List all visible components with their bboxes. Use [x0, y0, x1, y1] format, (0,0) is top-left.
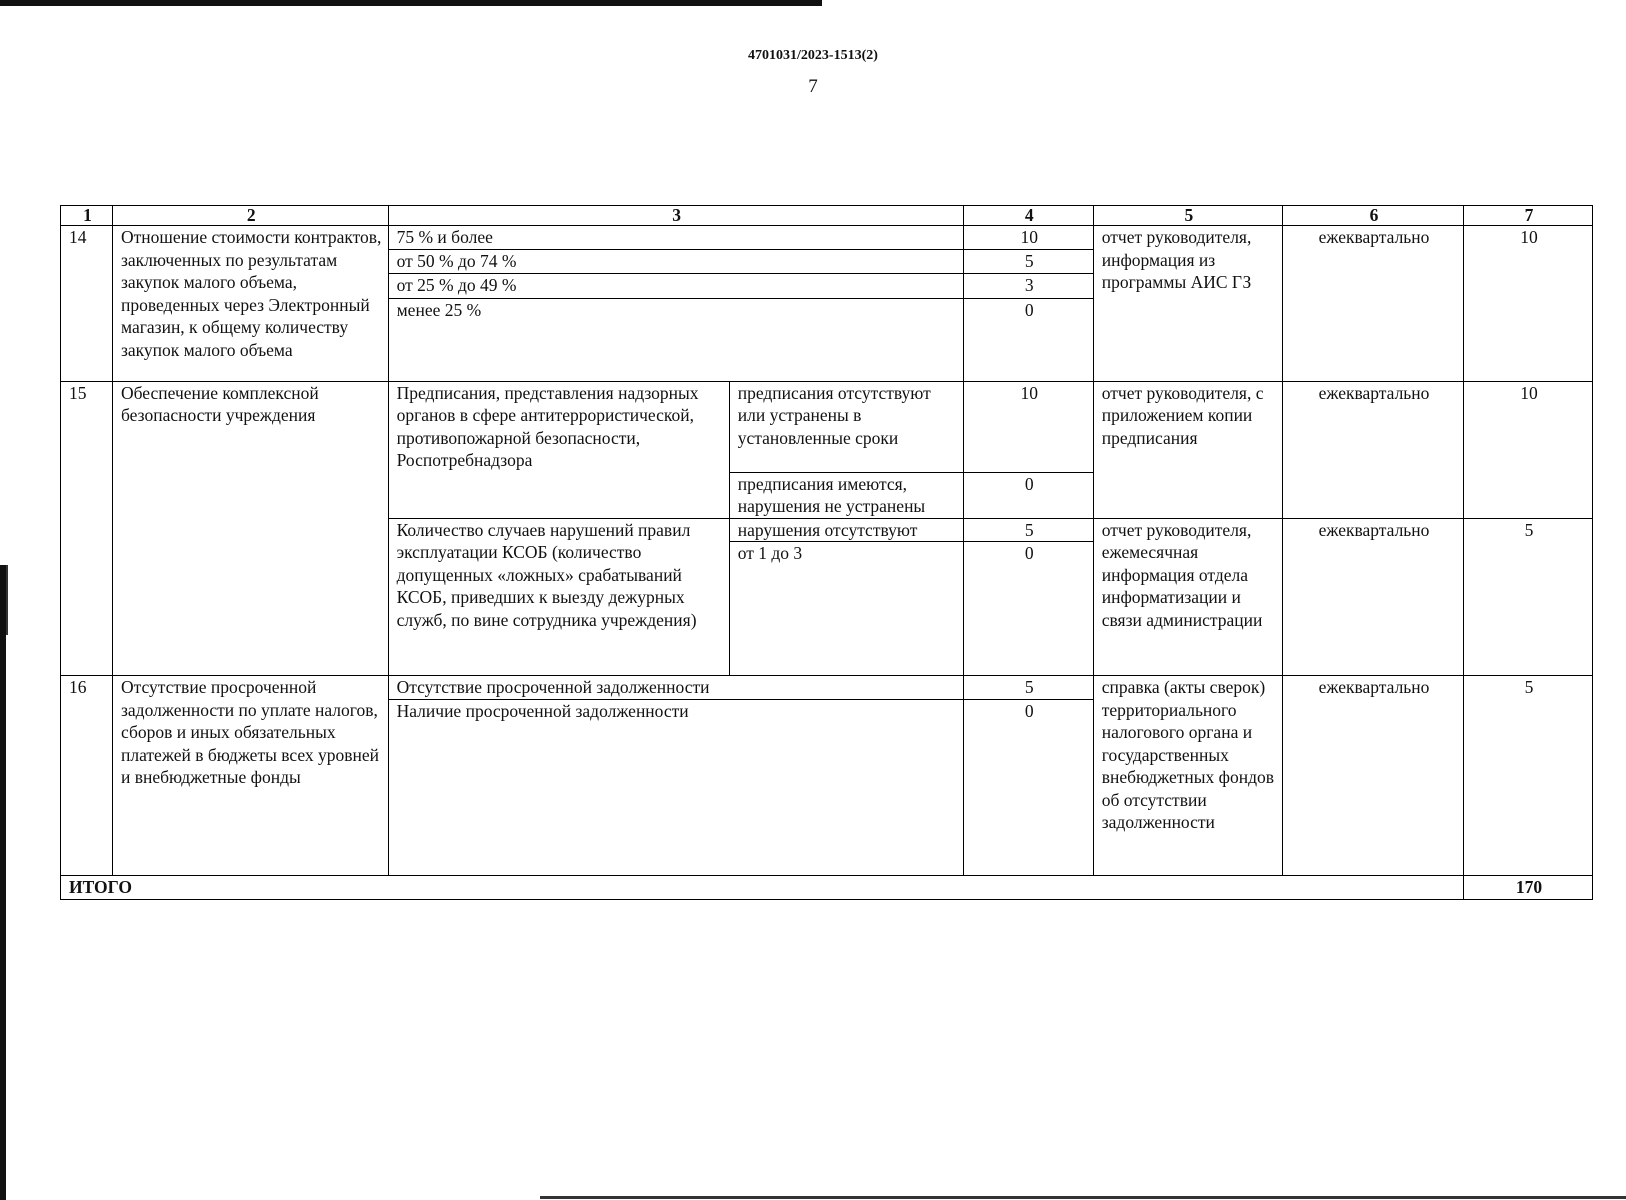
criterion-label: от 1 до 3: [729, 542, 963, 676]
criterion-label: Наличие просроченной задолженности: [388, 699, 963, 875]
row-number: 16: [61, 676, 113, 876]
criterion-label: 75 % и более: [388, 226, 963, 250]
indicator-text: Обеспечение комплексной безопасности учреждения: [113, 381, 389, 676]
criterion-points: 0: [963, 542, 1093, 676]
max-points: 5: [1463, 518, 1592, 676]
col-header-1: 1: [61, 206, 113, 226]
col-header-3: 3: [388, 206, 963, 226]
scan-edge-bottom: [540, 1196, 1626, 1199]
table-row: [61, 381, 1593, 472]
period-text: ежеквартально: [1283, 676, 1464, 876]
scan-edge-top: [0, 0, 822, 6]
header-row: [61, 206, 1593, 226]
criterion-points: 3: [963, 273, 1093, 298]
col-header-2: 2: [113, 206, 389, 226]
table-row: [61, 226, 1593, 250]
criterion-points: 0: [963, 298, 1093, 381]
criterion-label: менее 25 %: [388, 298, 963, 381]
total-value: 170: [1463, 875, 1592, 899]
criterion-label: предписания отсутствуют или устранены в установленные сроки: [729, 381, 963, 472]
period-text: ежеквартально: [1283, 518, 1464, 676]
total-label: ИТОГО: [61, 875, 1464, 899]
criterion-points: 5: [963, 676, 1093, 700]
period-text: ежеквартально: [1283, 226, 1464, 382]
criterion-points: 0: [963, 472, 1093, 518]
row-number: 15: [61, 381, 113, 676]
criterion-points: 5: [963, 518, 1093, 542]
col-header-6: 6: [1283, 206, 1464, 226]
criterion-label: Отсутствие просроченной задолженности: [388, 676, 963, 700]
source-text: отчет руководителя, с приложением копии предписания: [1093, 381, 1282, 518]
criterion-points: 0: [963, 699, 1093, 875]
criterion-label: нарушения отсутствуют: [729, 518, 963, 542]
page-number: 7: [808, 76, 818, 97]
subcriterion-description: Количество случаев нарушений правил эксплуатации КСОБ (количество допущенных «ложных» срабатываний КСОБ, приведших к выезду дежурных служб, по вине сотрудника учреждения): [388, 518, 729, 676]
period-text: ежеквартально: [1283, 381, 1464, 518]
col-header-5: 5: [1093, 206, 1282, 226]
scan-edge-left: [0, 565, 6, 1200]
subcriterion-description: Предписания, представления надзорных органов в сфере антитеррористической, противопожарной безопасности, Роспотребнадзора: [388, 381, 729, 518]
row-number: 14: [61, 226, 113, 382]
criterion-points: 5: [963, 249, 1093, 273]
criterion-points: 10: [963, 381, 1093, 472]
table-row: [61, 676, 1593, 700]
criterion-label: от 50 % до 74 %: [388, 249, 963, 273]
max-points: 10: [1463, 226, 1592, 382]
max-points: 5: [1463, 676, 1592, 876]
criterion-points: 10: [963, 226, 1093, 250]
indicator-text: Отсутствие просроченной задолженности по уплате налогов, сборов и иных обязательных платежей в бюджеты всех уровней и внебюджетные фонды: [113, 676, 389, 876]
max-points: 10: [1463, 381, 1592, 518]
col-header-7: 7: [1463, 206, 1592, 226]
scan-edge-left-thin: [6, 565, 8, 635]
criterion-label: от 25 % до 49 %: [388, 273, 963, 298]
source-text: справка (акты сверок) территориального налогового органа и государственных внебюджетных фондов об отсутствии задолженности: [1093, 676, 1282, 876]
criteria-table: [60, 205, 1593, 900]
indicator-text: Отношение стоимости контрактов, заключенных по результатам закупок малого объема, проведенных через Электронный магазин, к общему количеству закупок малого объема: [113, 226, 389, 382]
criterion-label: предписания имеются, нарушения не устранены: [729, 472, 963, 518]
source-text: отчет руководителя, информация из программы АИС ГЗ: [1093, 226, 1282, 382]
document-number: 4701031/2023-1513(2): [748, 48, 878, 63]
total-row: [61, 875, 1593, 899]
source-text: отчет руководителя, ежемесячная информация отдела информатизации и связи администрации: [1093, 518, 1282, 676]
col-header-4: 4: [963, 206, 1093, 226]
